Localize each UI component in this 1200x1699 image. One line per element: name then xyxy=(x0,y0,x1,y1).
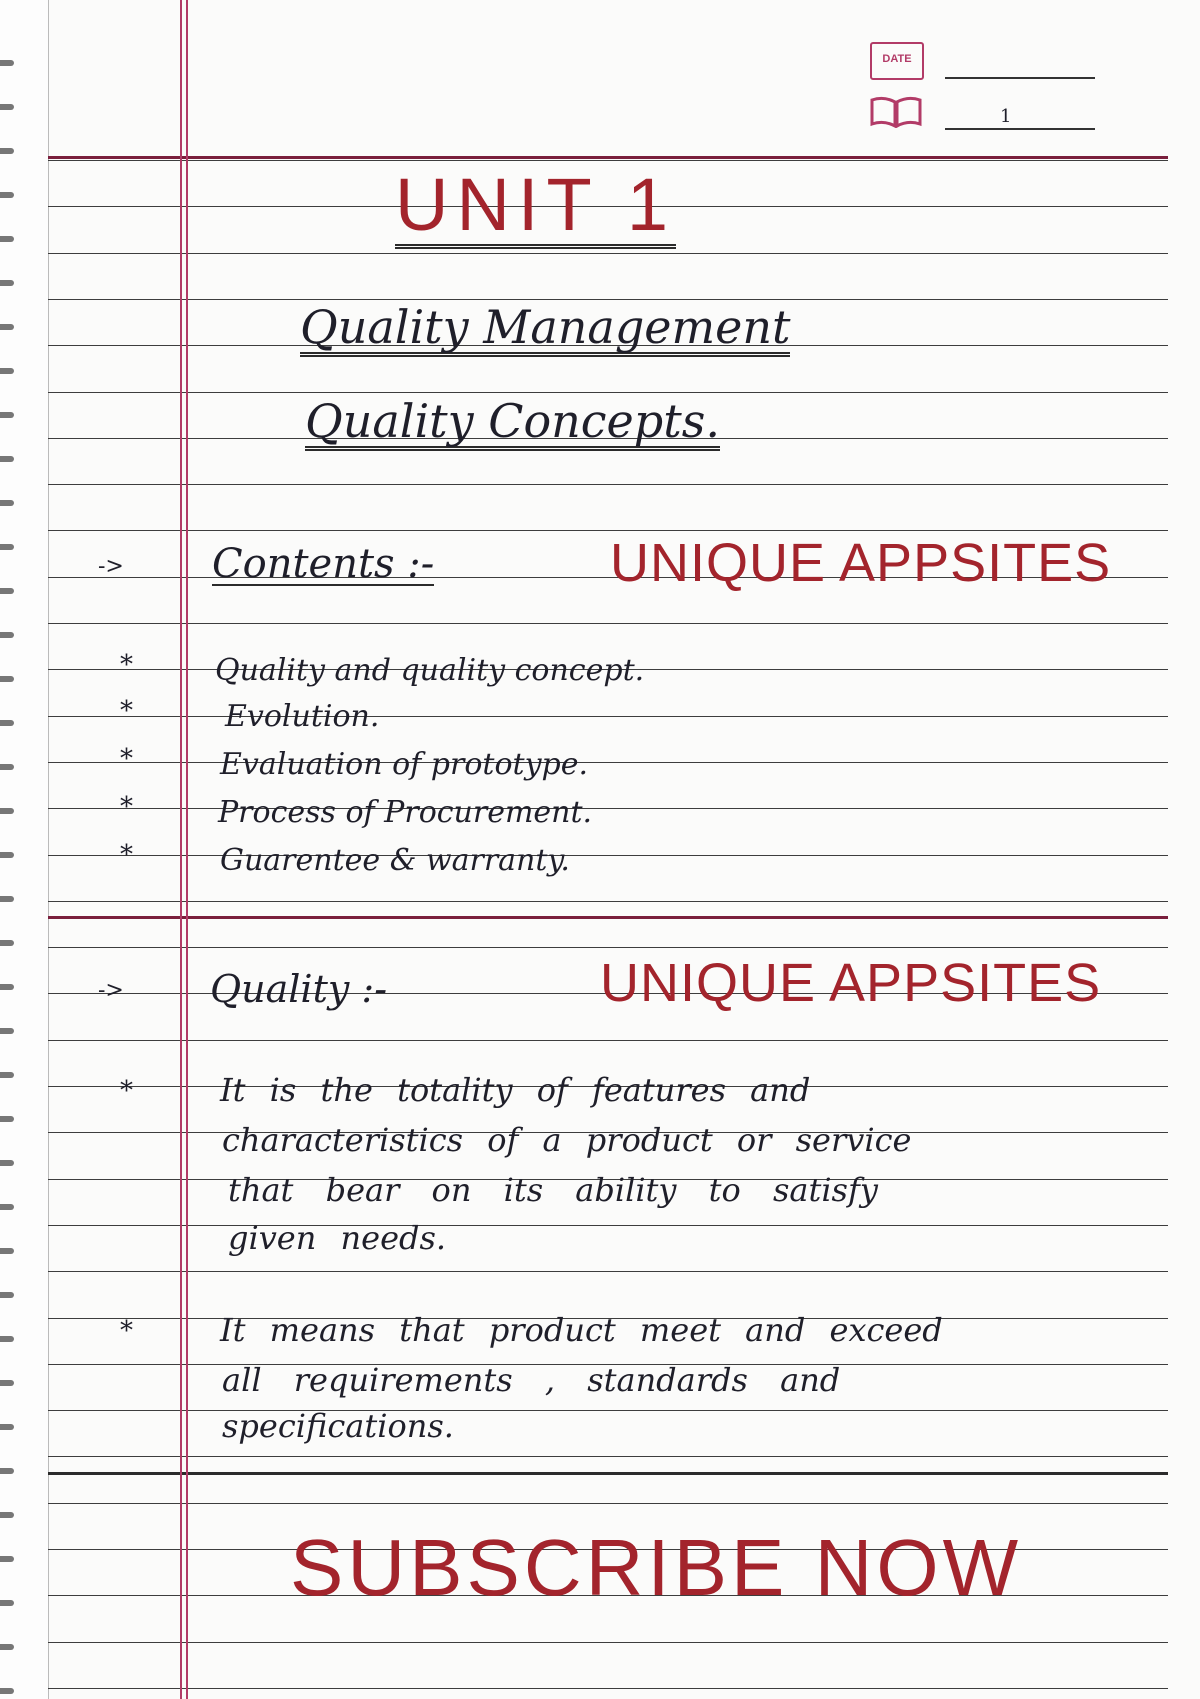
spiral-hole xyxy=(0,104,14,110)
spiral-hole xyxy=(0,720,14,726)
spiral-hole xyxy=(0,1204,14,1210)
margin-line-right xyxy=(186,0,188,1699)
spiral-hole xyxy=(0,896,14,902)
spiral-hole xyxy=(0,1116,14,1122)
contents-arrow: -> xyxy=(98,554,124,579)
spiral-hole xyxy=(0,324,14,330)
ruled-line xyxy=(48,947,1168,948)
spiral-hole xyxy=(0,1380,14,1386)
date-label: DATE xyxy=(882,53,912,65)
spiral-hole xyxy=(0,676,14,682)
spiral-hole xyxy=(0,1028,14,1034)
spiral-hole xyxy=(0,60,14,66)
ruled-line xyxy=(48,762,1168,763)
spiral-hole xyxy=(0,1644,14,1650)
spiral-hole xyxy=(0,456,14,462)
bullet: * xyxy=(120,696,133,726)
spiral-hole xyxy=(0,192,14,198)
notebook-spine xyxy=(0,0,49,1699)
spiral-hole xyxy=(0,1556,14,1562)
spiral-hole xyxy=(0,632,14,638)
quality-arrow: -> xyxy=(98,978,124,1003)
spiral-hole xyxy=(0,1292,14,1298)
watermark-unique-appsites-2: UNIQUE APPSITES xyxy=(600,953,1102,1013)
spiral-hole xyxy=(0,148,14,154)
page-number: 1 xyxy=(1000,106,1012,127)
subscribe-now-text: SUBSCRIBE NOW xyxy=(290,1523,1023,1612)
ruled-line xyxy=(48,1410,1168,1411)
spiral-hole xyxy=(0,1160,14,1166)
ruled-line xyxy=(48,160,1168,161)
ruled-line xyxy=(48,1503,1168,1504)
book-icon xyxy=(868,96,924,128)
definition-line: that bear on its ability to satisfy xyxy=(228,1171,878,1209)
page-number-line xyxy=(945,128,1095,130)
spiral-hole xyxy=(0,368,14,374)
definition-line: It means that product meet and exceed xyxy=(220,1311,943,1349)
spiral-hole xyxy=(0,764,14,770)
spiral-hole xyxy=(0,1688,14,1694)
subtitle-quality-management: Quality Management xyxy=(300,304,790,357)
quality-heading: Quality :- xyxy=(210,967,388,1011)
spiral-hole xyxy=(0,236,14,242)
margin-line-left xyxy=(180,0,182,1699)
ruled-line xyxy=(48,253,1168,254)
ruled-line xyxy=(48,808,1168,809)
ruled-line xyxy=(48,392,1168,393)
spiral-hole xyxy=(0,940,14,946)
spiral-hole xyxy=(0,1072,14,1078)
spiral-hole xyxy=(0,808,14,814)
ruled-line xyxy=(48,623,1168,624)
spiral-hole xyxy=(0,280,14,286)
ruled-line xyxy=(48,716,1168,717)
spiral-hole xyxy=(0,544,14,550)
bullet: * xyxy=(120,744,133,774)
ruled-line xyxy=(48,530,1168,531)
spiral-hole xyxy=(0,1424,14,1430)
bullet: * xyxy=(120,1076,133,1106)
spiral-hole xyxy=(0,500,14,506)
spiral-hole xyxy=(0,984,14,990)
list-item: Guarentee & warranty. xyxy=(220,843,570,878)
ruled-line xyxy=(48,1456,1168,1457)
ruled-line xyxy=(48,1225,1168,1226)
date-stamp-icon xyxy=(870,42,924,80)
bullet: * xyxy=(120,650,133,680)
definition-line: characteristics of a product or service xyxy=(222,1121,912,1159)
definition-line: given needs. xyxy=(228,1219,447,1257)
spiral-hole xyxy=(0,852,14,858)
contents-heading: Contents :- xyxy=(212,541,435,587)
spiral-hole xyxy=(0,412,14,418)
spiral-hole xyxy=(0,1468,14,1474)
list-item: Evolution. xyxy=(225,699,380,734)
list-item: Evaluation of prototype. xyxy=(220,747,589,782)
definition-line: all requirements , standards and xyxy=(222,1361,841,1399)
bullet: * xyxy=(120,792,133,822)
section-divider-line xyxy=(48,916,1168,919)
ruled-line xyxy=(48,484,1168,485)
section-divider-line xyxy=(48,1472,1168,1475)
ruled-line xyxy=(48,901,1168,902)
list-item: Quality and quality concept. xyxy=(215,653,645,688)
definition-line: It is the totality of features and xyxy=(220,1071,811,1109)
bullet: * xyxy=(120,840,133,870)
ruled-line xyxy=(48,1642,1168,1643)
ruled-line xyxy=(48,855,1168,856)
ruled-line xyxy=(48,1040,1168,1041)
ruled-line xyxy=(48,1271,1168,1272)
bullet: * xyxy=(120,1316,133,1346)
date-line xyxy=(945,77,1095,79)
spiral-hole xyxy=(0,1248,14,1254)
watermark-unique-appsites-1: UNIQUE APPSITES xyxy=(610,533,1112,593)
definition-line: specifications. xyxy=(222,1407,454,1445)
spiral-hole xyxy=(0,1600,14,1606)
unit-title: UNIT 1 xyxy=(395,168,676,249)
section-divider-line xyxy=(48,156,1168,159)
subtitle-quality-concepts: Quality Concepts. xyxy=(305,398,720,451)
spiral-hole xyxy=(0,588,14,594)
spiral-hole xyxy=(0,1512,14,1518)
spiral-hole xyxy=(0,1336,14,1342)
ruled-line xyxy=(48,1688,1168,1689)
list-item: Process of Procurement. xyxy=(218,795,593,830)
